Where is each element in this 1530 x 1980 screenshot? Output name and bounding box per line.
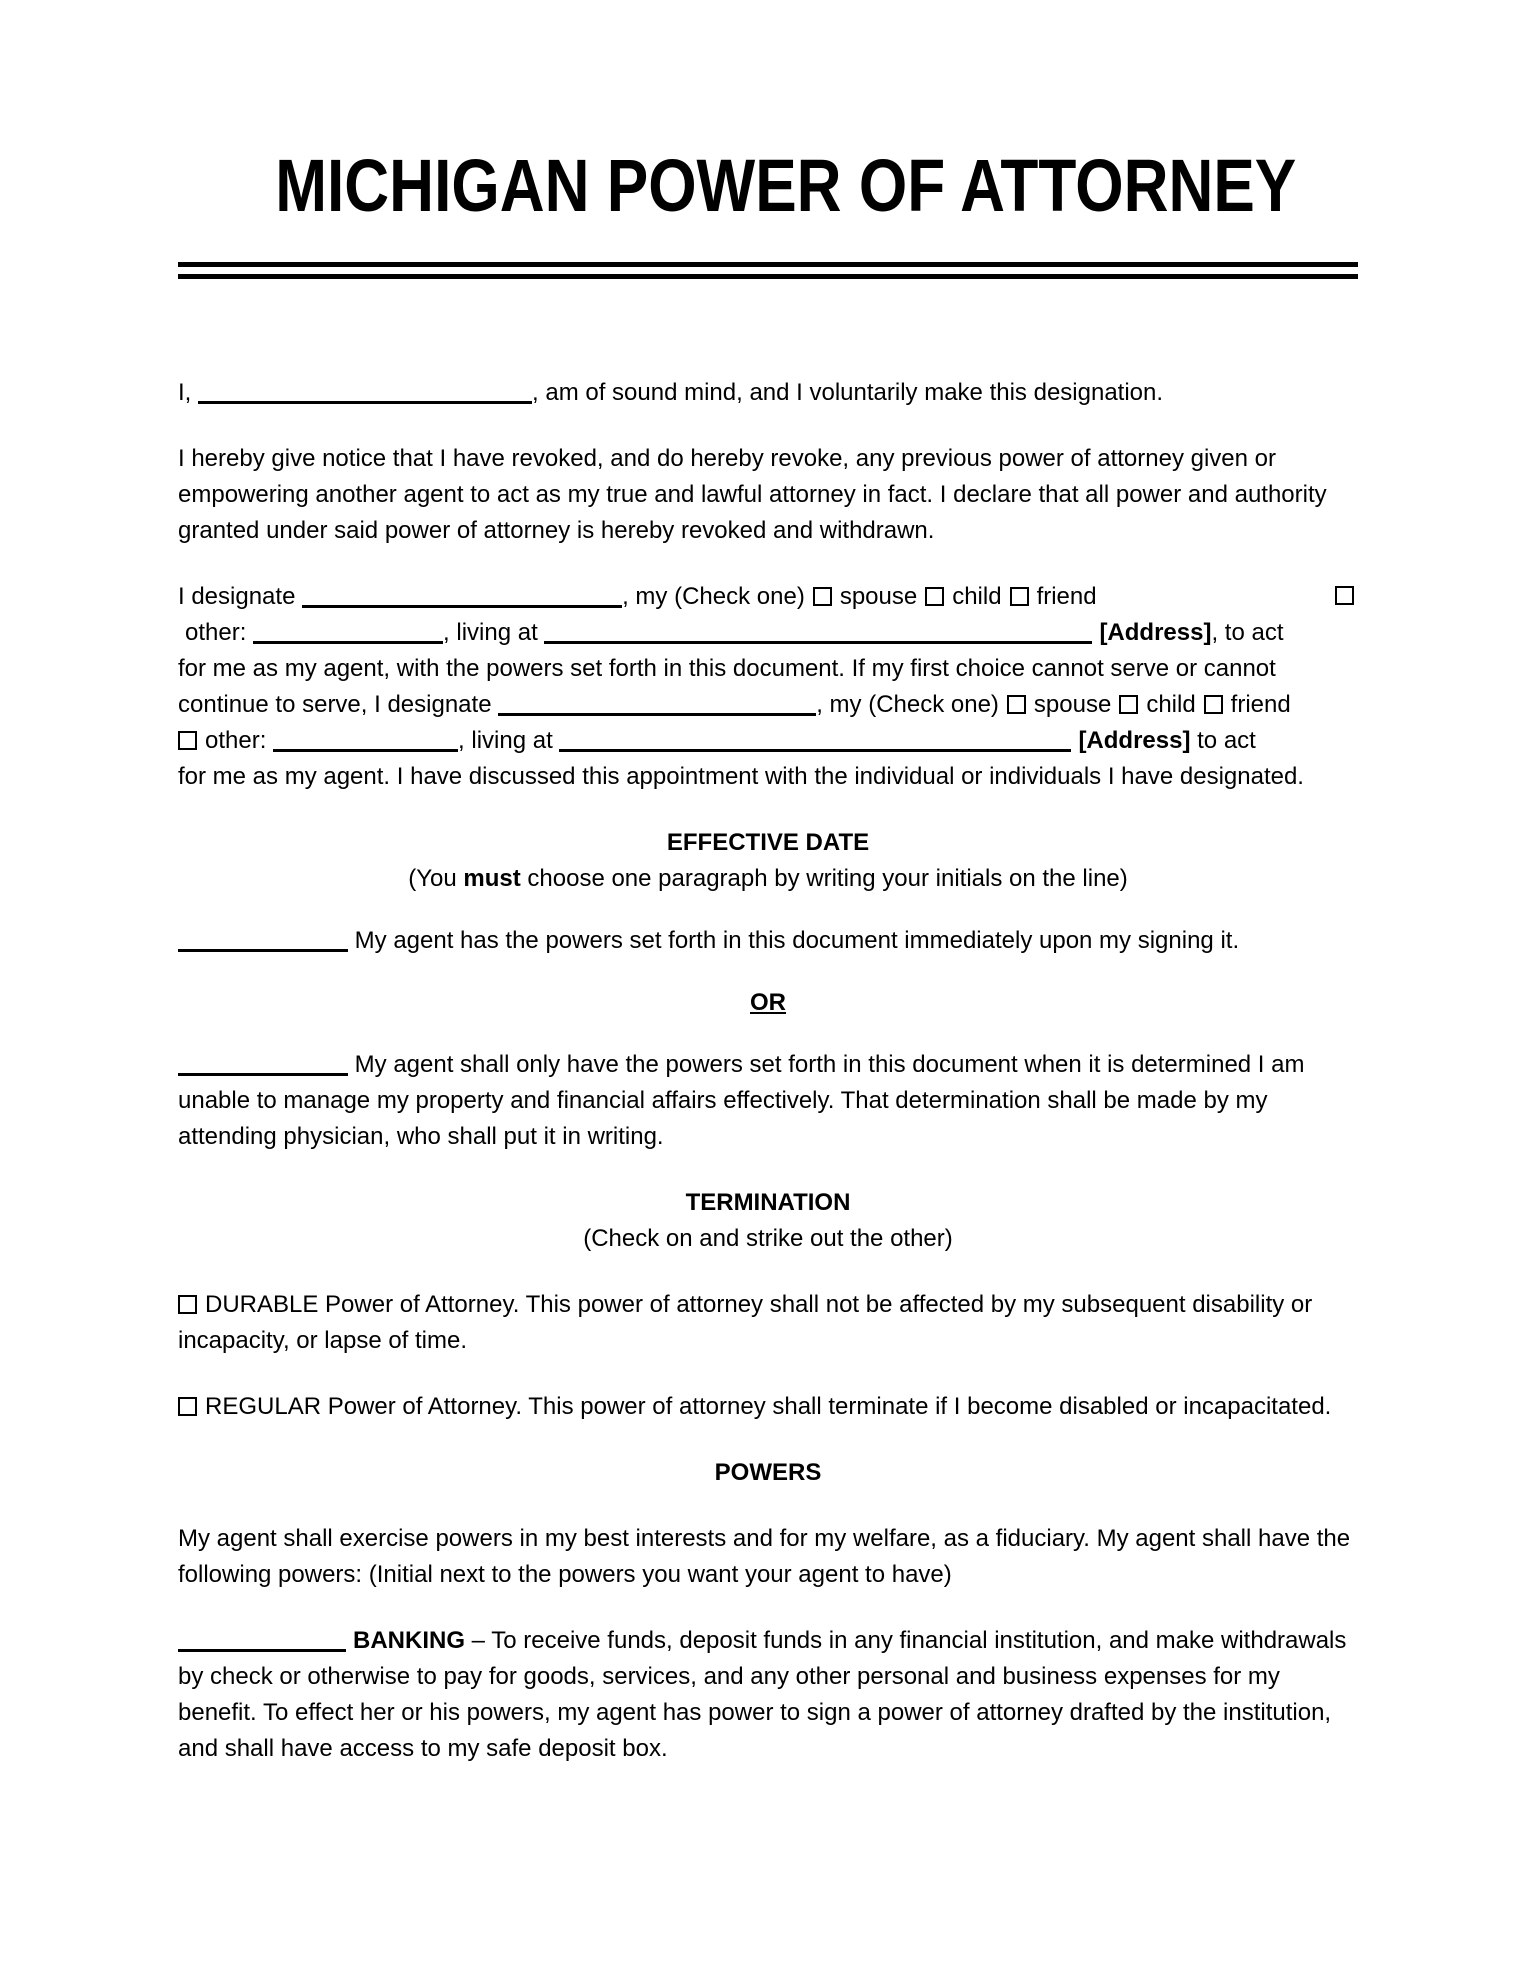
blank-initials-springing[interactable] [178, 1073, 348, 1076]
intro-post-text: , am of sound mind, and I voluntarily make this designation. [532, 379, 1164, 406]
designation-line-4 [178, 687, 1358, 723]
section-powers [178, 1455, 1358, 1767]
option-immediate [178, 923, 1358, 959]
checkbox-spouse-1[interactable] [813, 587, 832, 606]
regular-text: REGULAR Power of Attorney. This power of attorney shall terminate if I become disabled or incapacitated. [205, 1393, 1332, 1420]
revocation-paragraph: I hereby give notice that I have revoked, and do hereby revoke, any previous power of attorney given or empowering another agent to act as my true and lawful attorney in fact. I declare that all power and authority granted under said power of attorney is hereby revoked and withdrawn. [178, 445, 1327, 544]
designation-line-2 [178, 615, 1358, 651]
label-other-1: other: [185, 619, 254, 646]
address-placeholder-1: [Address] [1099, 619, 1212, 646]
to-act-text-2: to act [1190, 727, 1256, 754]
checkbox-other-2[interactable] [178, 731, 197, 750]
intro-paragraph [178, 375, 1358, 411]
designation-line-6: for me as my agent. I have discussed this appointment with the individual or individuals I have designated. [178, 763, 1304, 790]
regular-option [178, 1389, 1358, 1425]
living-at-text-1: , living at [443, 619, 545, 646]
checkbox-durable[interactable] [178, 1295, 197, 1314]
option-springing-text: My agent shall only have the powers set forth in this document when it is determined I am unable to manage my property and financial affairs effectively. That determination shall be made by my attending physician, who shall put it in writing. [178, 1051, 1305, 1150]
blank-agent-name-1[interactable] [302, 605, 622, 608]
option-immediate-text: My agent has the powers set forth in this document immediately upon my signing it. [348, 927, 1240, 954]
checkbox-friend-2[interactable] [1204, 695, 1223, 714]
designate-mid-text-2: , my (Check one) [816, 691, 999, 718]
section-termination [178, 1185, 1358, 1425]
designate-pre-text: I designate [178, 583, 303, 610]
blank-principal-name[interactable] [198, 401, 532, 404]
designation-line-3: for me as my agent, with the powers set forth in this document. If my first choice cannot serve or cannot [178, 655, 1276, 682]
blank-agent-address-1[interactable] [544, 641, 1092, 644]
label-friend-2: friend [1230, 691, 1291, 718]
continue-serve-text: continue to serve, I designate [178, 691, 499, 718]
section-effective-date [178, 825, 1358, 1155]
note-post-text: choose one paragraph by writing your initials on the line) [520, 865, 1128, 892]
checkbox-friend-1[interactable] [1010, 587, 1029, 606]
page-title: MICHIGAN POWER OF ATTORNEY [275, 144, 1297, 227]
label-other-2: other: [205, 727, 274, 754]
note-pre-text: (You [408, 865, 464, 892]
designate-mid-text: , my (Check one) [622, 583, 805, 610]
option-springing [178, 1047, 1358, 1155]
designation-line-5 [178, 723, 1358, 759]
label-child-2: child [1146, 691, 1196, 718]
label-child-1: child [952, 583, 1002, 610]
banking-label: BANKING [353, 1627, 465, 1654]
effective-date-note [178, 861, 1358, 897]
label-friend-1: friend [1036, 583, 1097, 610]
blank-initials-immediate[interactable] [178, 949, 348, 952]
to-act-text-1: , to act [1211, 619, 1284, 646]
durable-text: DURABLE Power of Attorney. This power of attorney shall not be affected by my subsequent disability or incapacity, or lapse of time. [178, 1291, 1313, 1354]
label-spouse-1: spouse [839, 583, 918, 610]
intro-pre-text: I, [178, 379, 199, 406]
banking-power [178, 1623, 1358, 1767]
powers-intro: My agent shall exercise powers in my best interests and for my welfare, as a fiduciary. My agent shall have the following powers: (Initial next to the powers you want your agent to have) [178, 1525, 1351, 1588]
checkbox-child-2[interactable] [1119, 695, 1138, 714]
termination-heading: TERMINATION [685, 1189, 851, 1216]
designation-paragraph [178, 579, 1358, 795]
label-spouse-2: spouse [1033, 691, 1112, 718]
banking-text: – To receive funds, deposit funds in any financial institution, and make withdrawals by check or otherwise to pay for goods, services, and any other personal and business expenses for my benefit. To effect her or his powers, my agent has power to sign a power of attorney drafted by the institution, and shall have access to my safe deposit box. [178, 1627, 1347, 1762]
checkbox-regular[interactable] [178, 1397, 197, 1416]
living-at-text-2: , living at [458, 727, 560, 754]
title-block [178, 146, 1358, 244]
or-divider: OR [750, 989, 786, 1016]
title-double-rule [178, 262, 1358, 279]
checkbox-spouse-2[interactable] [1007, 695, 1026, 714]
powers-heading: POWERS [714, 1459, 822, 1486]
termination-note: (Check on and strike out the other) [583, 1225, 953, 1252]
blank-initials-banking[interactable] [178, 1649, 346, 1652]
blank-other-relation-2[interactable] [273, 749, 458, 752]
address-placeholder-2: [Address] [1078, 727, 1191, 754]
checkbox-child-1[interactable] [925, 587, 944, 606]
designation-line-1 [178, 579, 1358, 615]
effective-date-heading: EFFECTIVE DATE [666, 829, 870, 856]
blank-agent-address-2[interactable] [559, 749, 1071, 752]
blank-agent-name-2[interactable] [498, 713, 816, 716]
checkbox-other-1[interactable] [1335, 586, 1354, 605]
note-must-text: must [463, 865, 521, 892]
blank-other-relation-1[interactable] [253, 641, 443, 644]
durable-option [178, 1287, 1358, 1359]
